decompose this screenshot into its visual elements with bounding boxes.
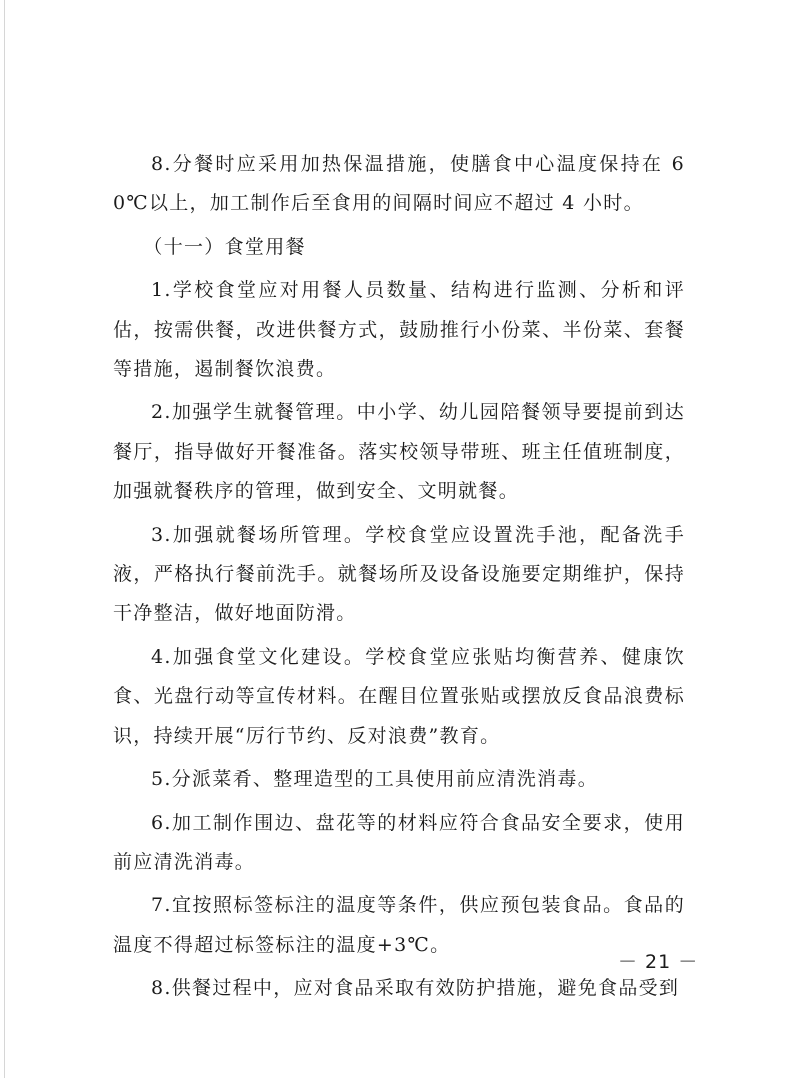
page-edge-line [4,0,5,1078]
paragraph-item-1: 1.学校食堂应对用餐人员数量、结构进行监测、分析和评估，按需供餐，改进供餐方式，鼓励推行小份菜、半份菜、套餐等措施，遏制餐饮浪费。 [113,279,685,381]
paragraph-item-3: 3.加强就餐场所管理。学校食堂应设置洗手池，配备洗手液，严格执行餐前洗手。就餐场所及设备设施要定期维护，保持干净整洁，做好地面防滑。 [113,523,685,625]
paragraph-item-7: 7.宜按照标签标注的温度等条件，供应预包装食品。食品的温度不得超过标签标注的温度+3℃。 [113,894,685,956]
paragraph-item-4: 4.加强食堂文化建设。学校食堂应张贴均衡营养、健康饮食、光盘行动等宣传材料。在醒目位置张贴或摆放反食品浪费标识，持续开展“厉行节约、反对浪费”教育。 [113,645,685,747]
paragraph-item-8-meal-distribution: 8.分餐时应采用加热保温措施，使膳食中心温度保持在 60℃以上，加工制作后至食用的间隔时间应不超过 4 小时。 [113,153,685,215]
page-number: － 21 － [618,951,699,973]
paragraph-item-5: 5.分派菜肴、整理造型的工具使用前应清洗消毒。 [151,768,599,791]
paragraph-item-2: 2.加强学生就餐管理。中小学、幼儿园陪餐领导要提前到达餐厅，指导做好开餐准备。落实校领导带班、班主任值班制度，加强就餐秩序的管理，做到安全、文明就餐。 [113,401,685,503]
paragraph-item-6: 6.加工制作围边、盘花等的材料应符合食品安全要求，使用前应清洗消毒。 [113,811,685,873]
section-heading-dining: （十一）食堂用餐 [143,235,306,258]
body-text [113,145,685,1013]
paragraph-item-8-protection: 8.供餐过程中，应对食品采取有效防护措施，避免食品受到 [151,977,680,1000]
